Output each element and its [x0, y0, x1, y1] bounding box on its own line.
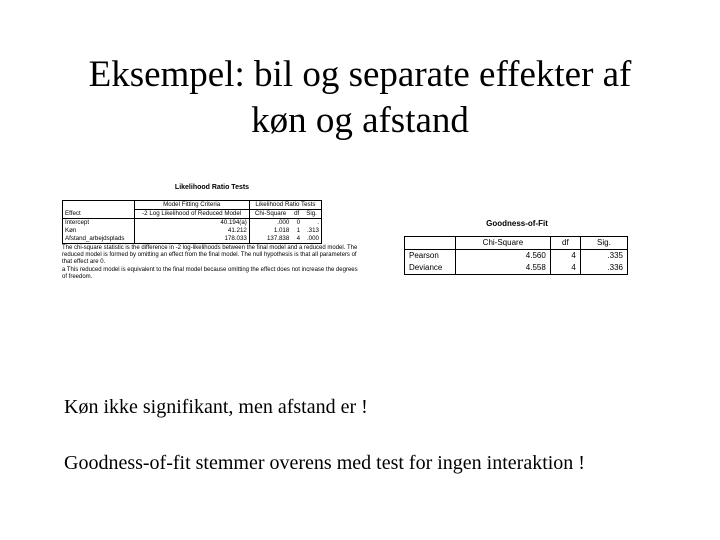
- gof-sig-header: Sig.: [580, 237, 627, 250]
- lrt-chi-cell: 137.838: [249, 235, 291, 244]
- gof-sig-cell: .336: [580, 262, 627, 275]
- gof-row-label: Pearson: [409, 251, 439, 260]
- lrt-footnote-2: a This reduced model is equivalent to the final model because omitting the effect does not increase the degrees of freedom.: [62, 267, 358, 280]
- lrt-loglik-header: -2 Log Likelihood of Reduced Model: [134, 210, 249, 219]
- table-row: [63, 227, 322, 235]
- lrt-sig-cell: .313: [306, 227, 319, 234]
- table-row: [405, 250, 628, 263]
- lrt-sig-cell: .: [317, 219, 319, 226]
- lrt-chi-cell: 1.018: [249, 227, 291, 235]
- lrt-loglik-cell: 178.033: [134, 235, 249, 244]
- lrt-effect-cell: Køn: [65, 227, 77, 234]
- gof-df-cell: 4: [550, 250, 580, 263]
- lrt-caption: Likelihood Ratio Tests: [174, 184, 250, 191]
- slide-title-line-2: køn og afstand: [251, 100, 469, 141]
- gof-row-label: Deviance: [409, 263, 443, 272]
- table-row: [63, 235, 322, 244]
- table-row: [405, 262, 628, 275]
- conclusion-text-2: Goodness-of-fit stemmer overens med test for ingen interaktion !: [64, 452, 585, 474]
- gof-sig-cell: .335: [580, 250, 627, 263]
- lrt-ratio-tests-header: Likelihood Ratio Tests: [249, 201, 321, 210]
- gof-chi-cell: 4.560: [456, 250, 551, 263]
- lrt-loglik-cell: 40.194(a): [134, 219, 249, 228]
- gof-df-cell: 4: [550, 262, 580, 275]
- lrt-footnote-1: The chi-square statistic is the difference in -2 log-likelihoods between the final model and a reduced model. The reduced model is formed by omitting an effect from the final model. The null hypothesis is that all parameters of that effect are 0.: [62, 245, 358, 265]
- lrt-sig-cell: .000: [306, 235, 319, 242]
- conclusion-text-1: Køn ikke signifikant, men afstand er !: [64, 396, 368, 418]
- table-row: [63, 219, 322, 228]
- slide-title: [40, 52, 680, 144]
- lrt-grid: [62, 200, 322, 244]
- gof-chi-cell: 4.558: [456, 262, 551, 275]
- gof-df-header: df: [550, 237, 580, 250]
- lrt-df-cell: 1: [296, 227, 301, 234]
- lrt-model-fitting-header: Model Fitting Criteria: [134, 201, 249, 210]
- gof-caption: Goodness-of-Fit: [486, 219, 548, 228]
- lrt-chi-cell: .000: [249, 219, 291, 228]
- gof-chi-header: Chi-Square: [456, 237, 551, 250]
- lrt-sig-header: Sig.: [302, 210, 321, 219]
- lrt-effect-header: Effect: [63, 210, 135, 219]
- goodness-of-fit-table: [404, 219, 630, 275]
- lrt-df-header: df: [291, 210, 302, 219]
- lrt-effect-cell: Intercept: [65, 219, 90, 226]
- lrt-df-cell: 4: [296, 235, 301, 242]
- lrt-loglik-cell: 41.212: [134, 227, 249, 235]
- lrt-effect-cell: Afstand_arbejdsplads: [65, 235, 125, 242]
- slide-title-line-1: Eksempel: bil og separate effekter af: [88, 54, 632, 95]
- likelihood-ratio-tests-table: [62, 184, 362, 281]
- gof-grid: [404, 236, 628, 275]
- lrt-chi-header: Chi-Square: [249, 210, 291, 219]
- lrt-df-cell: 0: [296, 219, 301, 226]
